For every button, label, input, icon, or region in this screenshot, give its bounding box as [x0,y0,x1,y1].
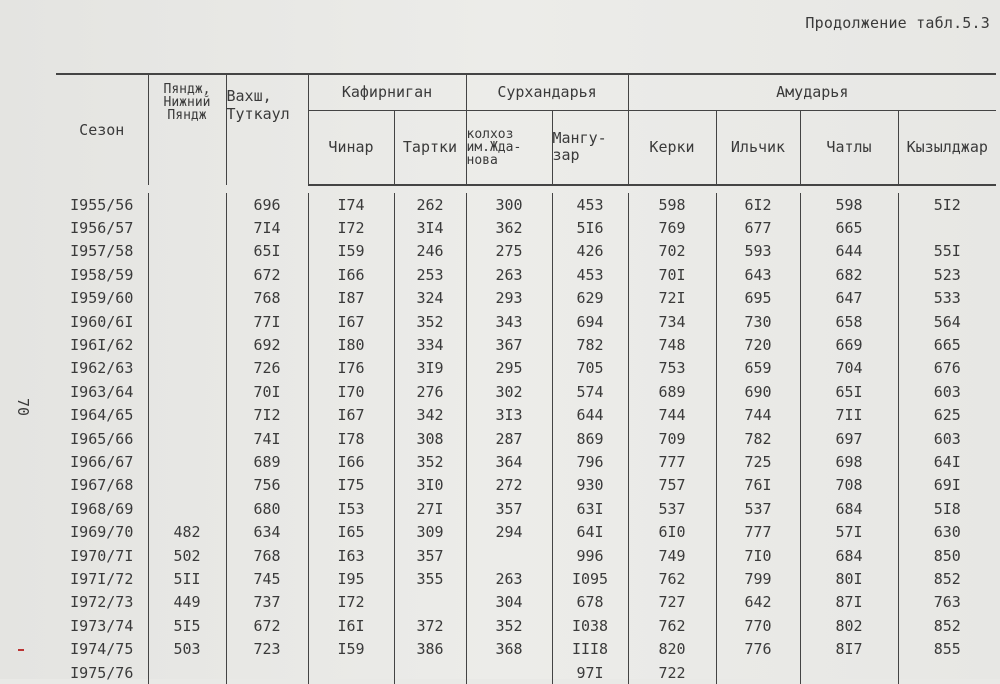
cell-tartki: 342 [394,404,466,427]
cell-mangu: 644 [552,404,628,427]
cell-vakhsh: 689 [226,450,308,473]
cell-mangu: 782 [552,333,628,356]
cell-pyanj [148,380,226,403]
cell-chatly: 665 [800,216,898,239]
cell-season: I967/68 [70,476,134,495]
cell-pyanj: 5II [148,567,226,590]
cell-season: I97I/72 [70,569,134,588]
cell-kerki: 6I0 [628,520,716,543]
cell-tartki [394,661,466,684]
cell-kerki: 727 [628,591,716,614]
cell-chatly: 704 [800,357,898,380]
cell-tartki: 372 [394,614,466,637]
header-amudarya: Амударья [628,74,996,110]
table-row [56,404,996,427]
cell-season: I966/67 [70,452,134,471]
cell-tartki: 246 [394,240,466,263]
header-chinar: Чинар [308,110,394,185]
cell-season: I957/58 [70,242,134,261]
cell-vakhsh: 634 [226,520,308,543]
cell-chatly: 698 [800,450,898,473]
cell-pyanj: 482 [148,520,226,543]
cell-season: I962/63 [70,359,134,378]
cell-pyanj [148,287,226,310]
table-row [56,310,996,333]
cell-kyzyldzhar: 603 [898,427,996,450]
cell-kyzyldzhar: 625 [898,404,996,427]
cell-ilchik: 659 [716,357,800,380]
cell-kerki: 762 [628,614,716,637]
cell-kerki: 757 [628,474,716,497]
table-row [56,450,996,473]
cell-ilchik: 643 [716,263,800,286]
cell-vakhsh [226,661,308,684]
cell-mangu: 694 [552,310,628,333]
cell-kerki: 762 [628,567,716,590]
cell-kerki: 537 [628,497,716,520]
cell-kyzyldzhar: 5I2 [898,193,996,216]
cell-chatly: 65I [800,380,898,403]
cell-vakhsh: 70I [226,380,308,403]
table-row [56,193,996,216]
cell-mangu: III8 [552,637,628,660]
cell-season: I964/65 [70,406,134,425]
cell-tartki: 309 [394,520,466,543]
cell-ilchik: 642 [716,591,800,614]
cell-kerki: 749 [628,544,716,567]
cell-kerki: 598 [628,193,716,216]
cell-kolkhoz: 3I3 [466,404,552,427]
cell-kerki: 753 [628,357,716,380]
cell-tartki: 334 [394,333,466,356]
cell-chatly: 57I [800,520,898,543]
cell-tartki: 253 [394,263,466,286]
cell-tartki: 262 [394,193,466,216]
cell-season: I973/74 [70,616,134,635]
cell-ilchik: 677 [716,216,800,239]
cell-ilchik: 695 [716,287,800,310]
header-surkhandarya: Сурхандарья [466,74,628,110]
cell-kyzyldzhar: 855 [898,637,996,660]
cell-kolkhoz: 294 [466,520,552,543]
cell-chatly: 684 [800,497,898,520]
cell-pyanj [148,427,226,450]
cell-vakhsh: 745 [226,567,308,590]
table-row [56,497,996,520]
cell-chinar: I74 [308,193,394,216]
cell-mangu: 629 [552,287,628,310]
cell-vakhsh: 680 [226,497,308,520]
cell-mangu: 63I [552,497,628,520]
cell-kyzyldzhar [898,661,996,684]
cell-chatly: 80I [800,567,898,590]
cell-tartki: 3I0 [394,474,466,497]
cell-kolkhoz: 357 [466,497,552,520]
table-row [56,287,996,310]
cell-tartki: 352 [394,450,466,473]
cell-chinar: I65 [308,520,394,543]
cell-kyzyldzhar: 55I [898,240,996,263]
cell-vakhsh: 692 [226,333,308,356]
cell-pyanj: 449 [148,591,226,614]
cell-ilchik: 782 [716,427,800,450]
cell-pyanj [148,193,226,216]
table-continuation-title: Продолжение табл.5.3 [805,14,990,32]
cell-kolkhoz: 300 [466,193,552,216]
cell-mangu: 5I6 [552,216,628,239]
cell-kyzyldzhar: 852 [898,614,996,637]
cell-kerki: 769 [628,216,716,239]
page-number: 70 [14,397,33,417]
cell-kyzyldzhar: 603 [898,380,996,403]
cell-season: I96I/62 [70,336,134,355]
header-mangu: Мангу- зар [552,110,628,185]
cell-pyanj [148,404,226,427]
header-pyanj: Пяндж, Нижний Пяндж [148,74,226,185]
cell-chinar: I70 [308,380,394,403]
cell-chatly: 647 [800,287,898,310]
cell-mangu: 426 [552,240,628,263]
cell-vakhsh: 672 [226,614,308,637]
cell-kerki: 820 [628,637,716,660]
cell-chinar: I63 [308,544,394,567]
cell-kyzyldzhar: 676 [898,357,996,380]
cell-pyanj [148,497,226,520]
table-row [56,614,996,637]
cell-ilchik: 730 [716,310,800,333]
cell-chinar: I72 [308,216,394,239]
cell-kerki: 748 [628,333,716,356]
cell-mangu: 869 [552,427,628,450]
cell-mangu: I038 [552,614,628,637]
cell-tartki: 27I [394,497,466,520]
cell-season: I972/73 [70,593,134,612]
cell-kyzyldzhar: 852 [898,567,996,590]
cell-season: I956/57 [70,219,134,238]
cell-mangu: 453 [552,193,628,216]
cell-kyzyldzhar: 533 [898,287,996,310]
table-row [56,427,996,450]
cell-ilchik: 76I [716,474,800,497]
table-row [56,591,996,614]
cell-kolkhoz: 352 [466,614,552,637]
table-row [56,333,996,356]
cell-kyzyldzhar: 763 [898,591,996,614]
cell-kyzyldzhar: 630 [898,520,996,543]
cell-chinar: I87 [308,287,394,310]
cell-mangu: 97I [552,661,628,684]
table-row [56,637,996,660]
cell-kolkhoz: 263 [466,567,552,590]
header-kolkhoz: колхоз им.Жда- нова [466,110,552,185]
cell-vakhsh: 74I [226,427,308,450]
cell-chinar: I53 [308,497,394,520]
cell-kerki: 744 [628,404,716,427]
cell-vakhsh: 7I4 [226,216,308,239]
cell-chinar [308,661,394,684]
cell-ilchik: 537 [716,497,800,520]
cell-vakhsh: 77I [226,310,308,333]
cell-season: I974/75 [70,640,134,659]
cell-chinar: I66 [308,263,394,286]
cell-season: I970/7I [70,546,134,565]
cell-ilchik: 744 [716,404,800,427]
header-tartki: Тартки [394,110,466,185]
cell-ilchik: 770 [716,614,800,637]
cell-pyanj [148,357,226,380]
cell-mangu: 574 [552,380,628,403]
cell-kerki: 70I [628,263,716,286]
cell-vakhsh: 696 [226,193,308,216]
cell-kolkhoz: 343 [466,310,552,333]
cell-chatly: 87I [800,591,898,614]
cell-kolkhoz: 304 [466,591,552,614]
cell-kolkhoz: 367 [466,333,552,356]
cell-chatly: 7II [800,404,898,427]
cell-kolkhoz: 302 [466,380,552,403]
table-row [56,380,996,403]
cell-season: I960/6I [70,312,134,331]
cell-kerki: 709 [628,427,716,450]
cell-chatly: 802 [800,614,898,637]
cell-kolkhoz: 293 [466,287,552,310]
cell-mangu: 796 [552,450,628,473]
cell-vakhsh: 756 [226,474,308,497]
cell-tartki: 3I9 [394,357,466,380]
cell-kerki: 689 [628,380,716,403]
cell-kerki: 722 [628,661,716,684]
header-kerki: Керки [628,110,716,185]
cell-mangu: 996 [552,544,628,567]
cell-tartki: 3I4 [394,216,466,239]
cell-chinar: I80 [308,333,394,356]
cell-ilchik: 6I2 [716,193,800,216]
cell-chatly: 682 [800,263,898,286]
cell-vakhsh: 7I2 [226,404,308,427]
cell-mangu: 453 [552,263,628,286]
header-kyzyldzhar: Кызылджар [898,110,996,185]
cell-tartki: 324 [394,287,466,310]
cell-season: I968/69 [70,499,134,518]
cell-kerki: 777 [628,450,716,473]
cell-kolkhoz: 275 [466,240,552,263]
cell-pyanj: 502 [148,544,226,567]
cell-vakhsh: 737 [226,591,308,614]
cell-chatly [800,661,898,684]
cell-ilchik: 776 [716,637,800,660]
table-row [56,661,996,684]
cell-ilchik: 777 [716,520,800,543]
cell-vakhsh: 768 [226,287,308,310]
header-chatly: Чатлы [800,110,898,185]
cell-kyzyldzhar: 5I8 [898,497,996,520]
cell-chatly: 669 [800,333,898,356]
table-row [56,520,996,543]
cell-chatly: 697 [800,427,898,450]
cell-mangu: 930 [552,474,628,497]
cell-tartki: 357 [394,544,466,567]
cell-chinar: I59 [308,240,394,263]
cell-kolkhoz: 362 [466,216,552,239]
cell-chinar: I66 [308,450,394,473]
cell-chinar: I95 [308,567,394,590]
cell-mangu: 678 [552,591,628,614]
cell-kolkhoz: 263 [466,263,552,286]
cell-chinar: I6I [308,614,394,637]
cell-kyzyldzhar: 665 [898,333,996,356]
header-season: Сезон [56,74,148,185]
table-row [56,263,996,286]
header-kafirnigan: Кафирниган [308,74,466,110]
cell-chatly: 644 [800,240,898,263]
cell-chinar: I67 [308,310,394,333]
cell-vakhsh: 672 [226,263,308,286]
cell-vakhsh: 723 [226,637,308,660]
cell-ilchik: 720 [716,333,800,356]
cell-pyanj: 503 [148,637,226,660]
cell-chinar: I67 [308,404,394,427]
cell-ilchik: 690 [716,380,800,403]
cell-mangu: 64I [552,520,628,543]
cell-ilchik: 799 [716,567,800,590]
cell-pyanj [148,216,226,239]
cell-kolkhoz [466,661,552,684]
cell-tartki: 308 [394,427,466,450]
cell-mangu: 705 [552,357,628,380]
cell-tartki: 386 [394,637,466,660]
cell-pyanj [148,661,226,684]
cell-vakhsh: 768 [226,544,308,567]
cell-chinar: I59 [308,637,394,660]
cell-chatly: 708 [800,474,898,497]
cell-ilchik: 7I0 [716,544,800,567]
cell-season: I965/66 [70,429,134,448]
cell-kerki: 734 [628,310,716,333]
table-body [56,185,996,684]
cell-kerki: 702 [628,240,716,263]
cell-pyanj [148,474,226,497]
cell-kyzyldzhar: 564 [898,310,996,333]
cell-season: I963/64 [70,382,134,401]
header-vakhsh: Вахш, Туткаул [226,74,308,185]
table-row [56,544,996,567]
cell-pyanj [148,240,226,263]
cell-kolkhoz: 272 [466,474,552,497]
cell-tartki: 355 [394,567,466,590]
cell-tartki: 276 [394,380,466,403]
margin-mark [18,649,24,651]
cell-season: I955/56 [70,195,134,214]
cell-kerki: 72I [628,287,716,310]
cell-kyzyldzhar [898,216,996,239]
cell-ilchik [716,661,800,684]
cell-season: I958/59 [70,265,134,284]
cell-kolkhoz: 287 [466,427,552,450]
cell-kolkhoz: 364 [466,450,552,473]
cell-vakhsh: 65I [226,240,308,263]
cell-tartki: 352 [394,310,466,333]
cell-tartki [394,591,466,614]
cell-season: I959/60 [70,289,134,308]
cell-season: I969/70 [70,523,134,542]
cell-chinar: I72 [308,591,394,614]
cell-chinar: I78 [308,427,394,450]
cell-pyanj: 5I5 [148,614,226,637]
cell-mangu: I095 [552,567,628,590]
cell-kyzyldzhar: 523 [898,263,996,286]
cell-kolkhoz: 295 [466,357,552,380]
cell-kyzyldzhar: 69I [898,474,996,497]
cell-ilchik: 593 [716,240,800,263]
cell-kyzyldzhar: 64I [898,450,996,473]
cell-kolkhoz [466,544,552,567]
cell-vakhsh: 726 [226,357,308,380]
cell-pyanj [148,333,226,356]
runoff-table [56,73,996,684]
cell-pyanj [148,450,226,473]
cell-pyanj [148,310,226,333]
cell-pyanj [148,263,226,286]
cell-chatly: 598 [800,193,898,216]
cell-kyzyldzhar: 850 [898,544,996,567]
table-row [56,240,996,263]
cell-ilchik: 725 [716,450,800,473]
cell-kolkhoz: 368 [466,637,552,660]
table-row [56,474,996,497]
cell-chatly: 684 [800,544,898,567]
cell-chinar: I76 [308,357,394,380]
header-ilchik: Ильчик [716,110,800,185]
table-row [56,357,996,380]
table-row [56,567,996,590]
table-row [56,216,996,239]
cell-season: I975/76 [70,663,134,682]
cell-chinar: I75 [308,474,394,497]
cell-chatly: 8I7 [800,637,898,660]
cell-chatly: 658 [800,310,898,333]
